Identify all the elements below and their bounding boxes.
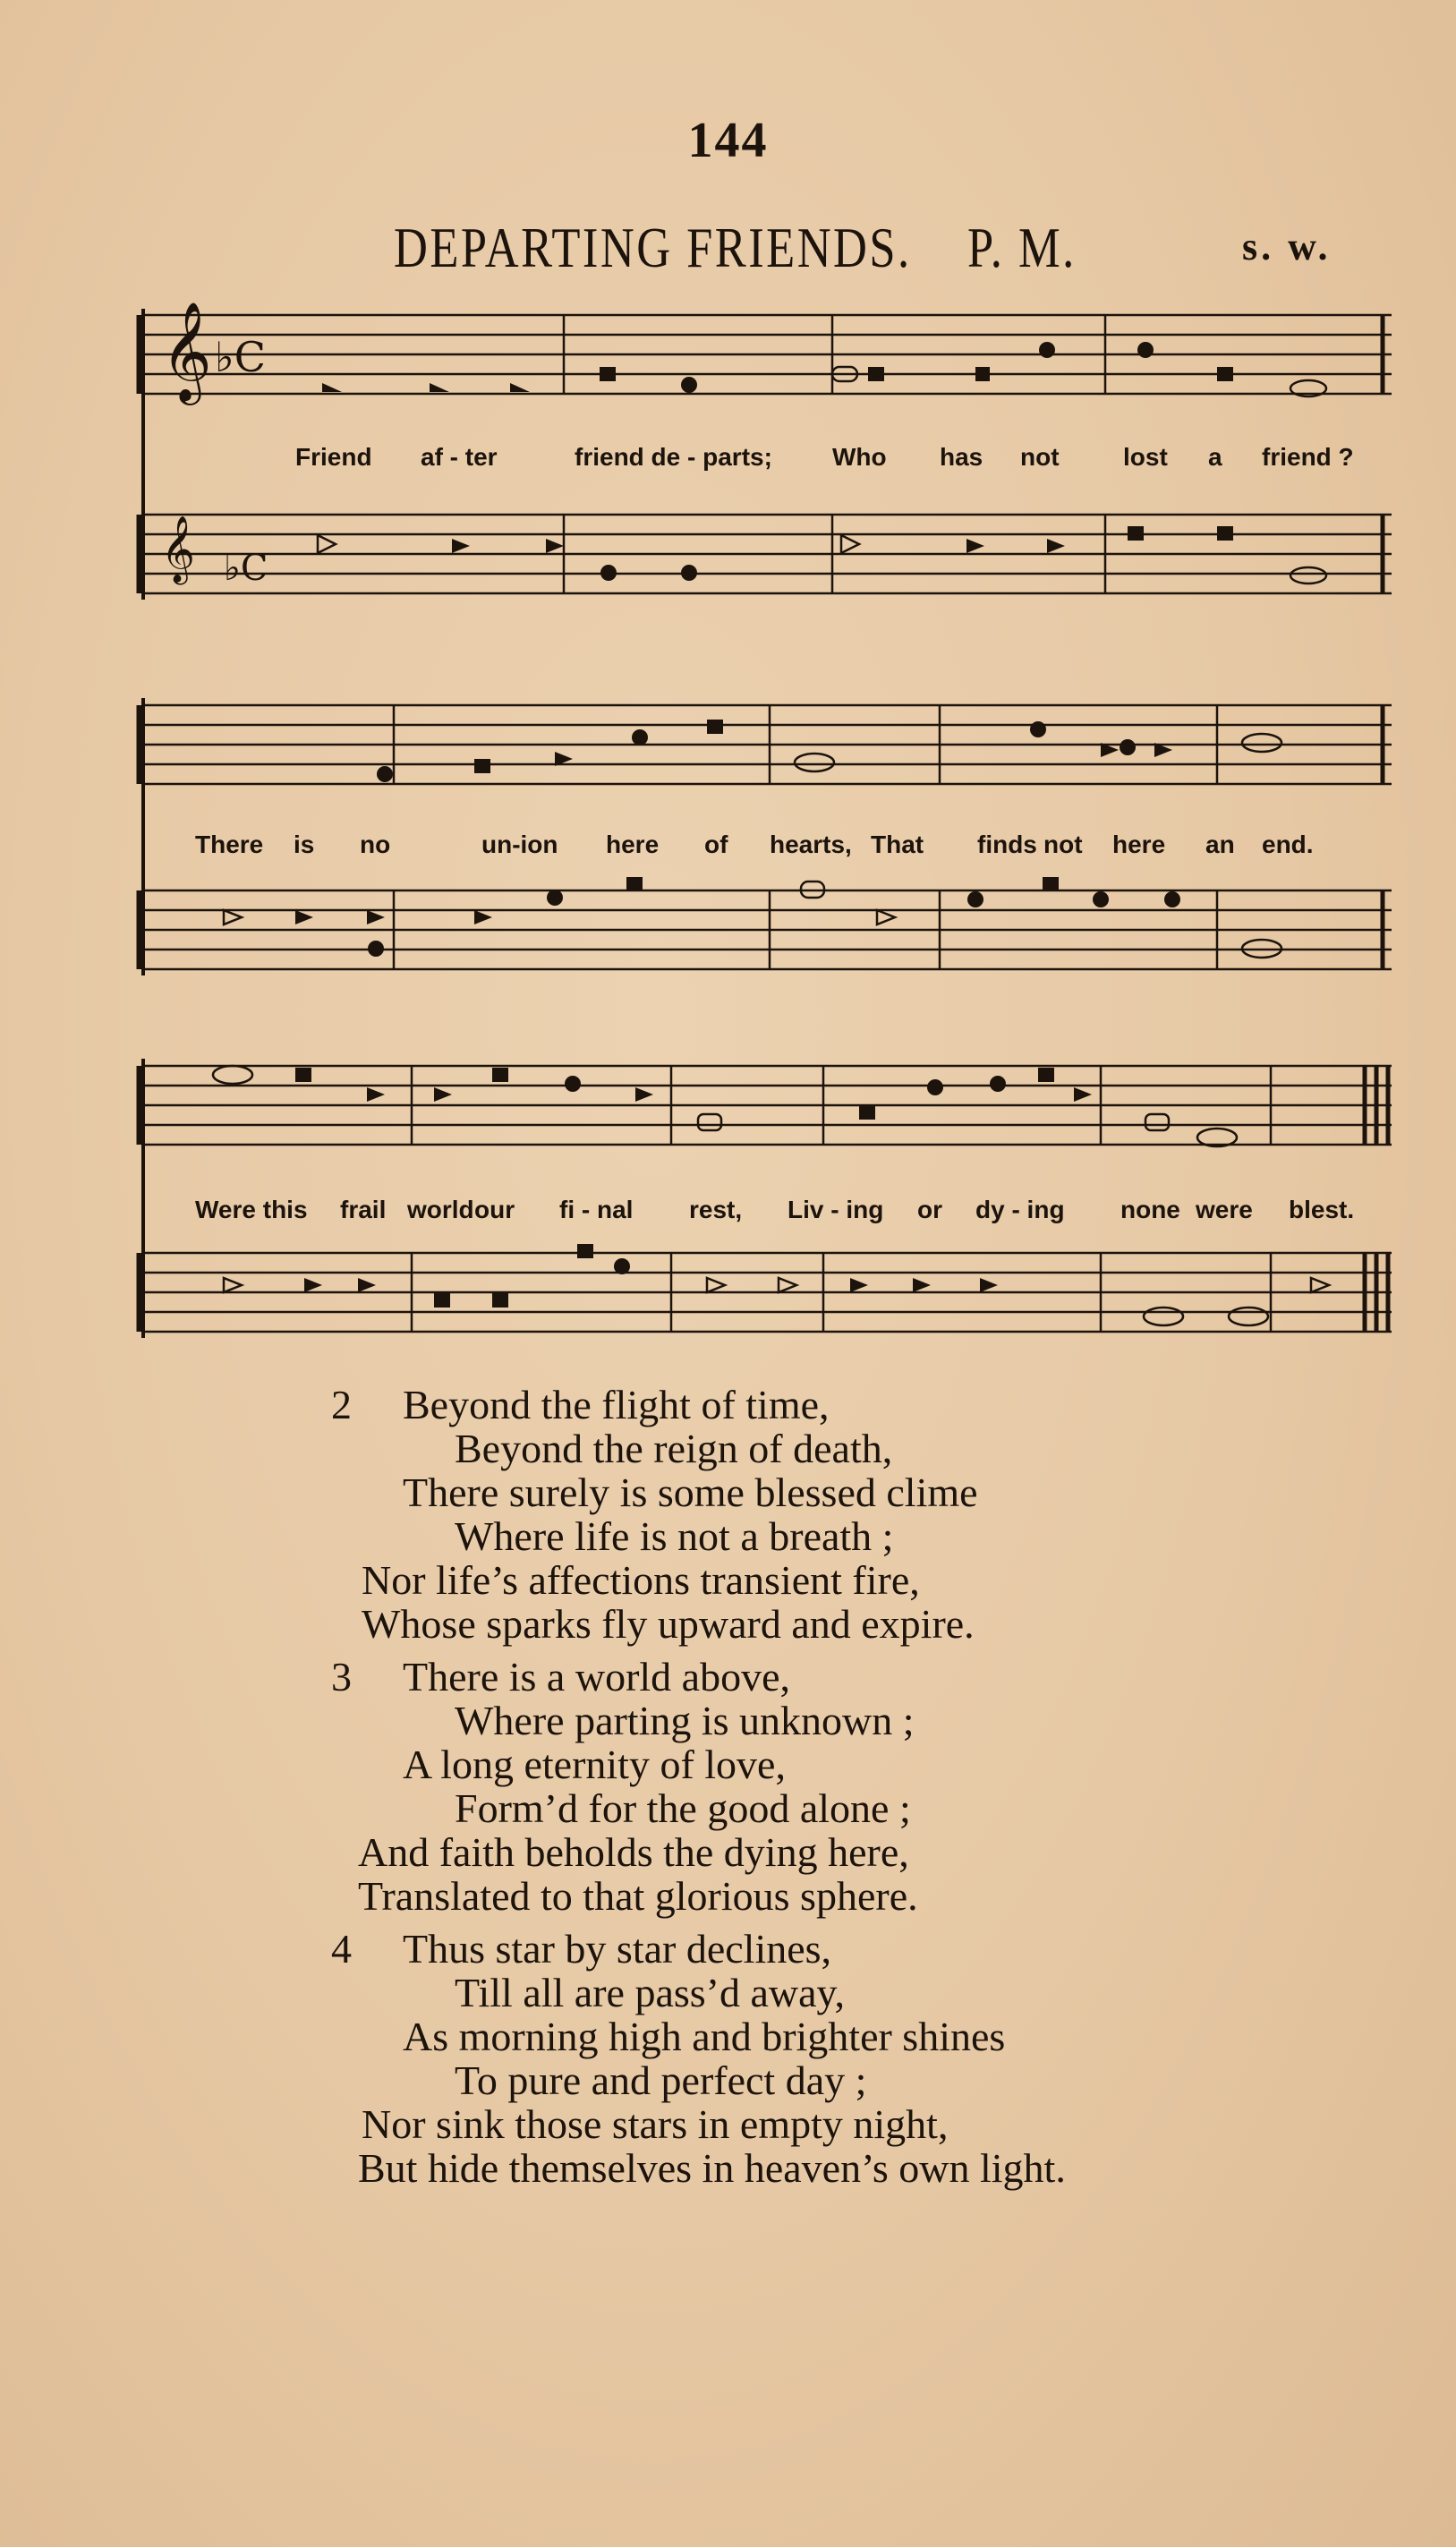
stanza-4 xyxy=(331,1927,1316,2190)
verse-line: There surely is some blessed clime xyxy=(403,1469,978,1515)
verse-line: But hide themselves in heaven’s own light. xyxy=(358,2145,1066,2191)
verse-line: Till all are pass’d away, xyxy=(455,1970,846,2015)
lyric-line-3: Were this frail world our fi - nal rest, Liv - ing or dy - ing none were blest. xyxy=(195,1196,1355,1223)
verse-line: Where life is not a breath ; xyxy=(455,1513,894,1559)
verse-line: Translated to that glorious sphere. xyxy=(358,1873,918,1919)
svg-text:𝄞: 𝄞 xyxy=(161,516,195,583)
stanza-3 xyxy=(331,1655,1316,1918)
composer-initials: s. w. xyxy=(1242,225,1332,268)
verse-line: Nor life’s affections transient fire, xyxy=(362,1557,920,1603)
svg-text:𝄞: 𝄞 xyxy=(161,301,212,401)
verse-line: As morning high and brighter shines xyxy=(403,2014,1006,2059)
verse-line: And faith beholds the dying here, xyxy=(358,1829,909,1875)
page-number: 144 xyxy=(687,113,769,168)
svg-text:♭C: ♭C xyxy=(224,548,268,589)
verse-line: There is a world above, xyxy=(403,1654,791,1699)
verse-line: Beyond the flight of time, xyxy=(403,1382,830,1427)
stanza-number: 4 xyxy=(331,1926,352,1972)
stanza-number: 3 xyxy=(331,1654,352,1699)
verse-line: A long eternity of love, xyxy=(403,1742,786,1787)
svg-text:♭C: ♭C xyxy=(215,333,266,381)
verses xyxy=(331,1383,1316,2199)
verse-line: Where parting is unknown ; xyxy=(455,1698,915,1743)
stanza-2 xyxy=(331,1383,1316,1646)
title-text: DEPARTING FRIENDS. xyxy=(394,216,912,279)
verse-line: Beyond the reign of death, xyxy=(455,1426,893,1471)
meter-text: P. M. xyxy=(966,216,1077,279)
verse-line: Form’d for the good alone ; xyxy=(455,1785,911,1831)
verse-line: Thus star by star declines, xyxy=(403,1926,832,1972)
lyric-line-1: Friend af - ter friend de - parts; Who has not lost a friend ? xyxy=(295,443,1354,471)
verse-line: Nor sink those stars in empty night, xyxy=(362,2101,949,2147)
lyric-line-2: There is no un-ion here of hearts, That finds not here an end. xyxy=(195,831,1314,858)
hymn-title xyxy=(394,215,1077,281)
verse-line: Whose sparks fly upward and expire. xyxy=(362,1601,975,1647)
stanza-number: 2 xyxy=(331,1382,352,1427)
verse-line: To pure and perfect day ; xyxy=(455,2057,867,2103)
